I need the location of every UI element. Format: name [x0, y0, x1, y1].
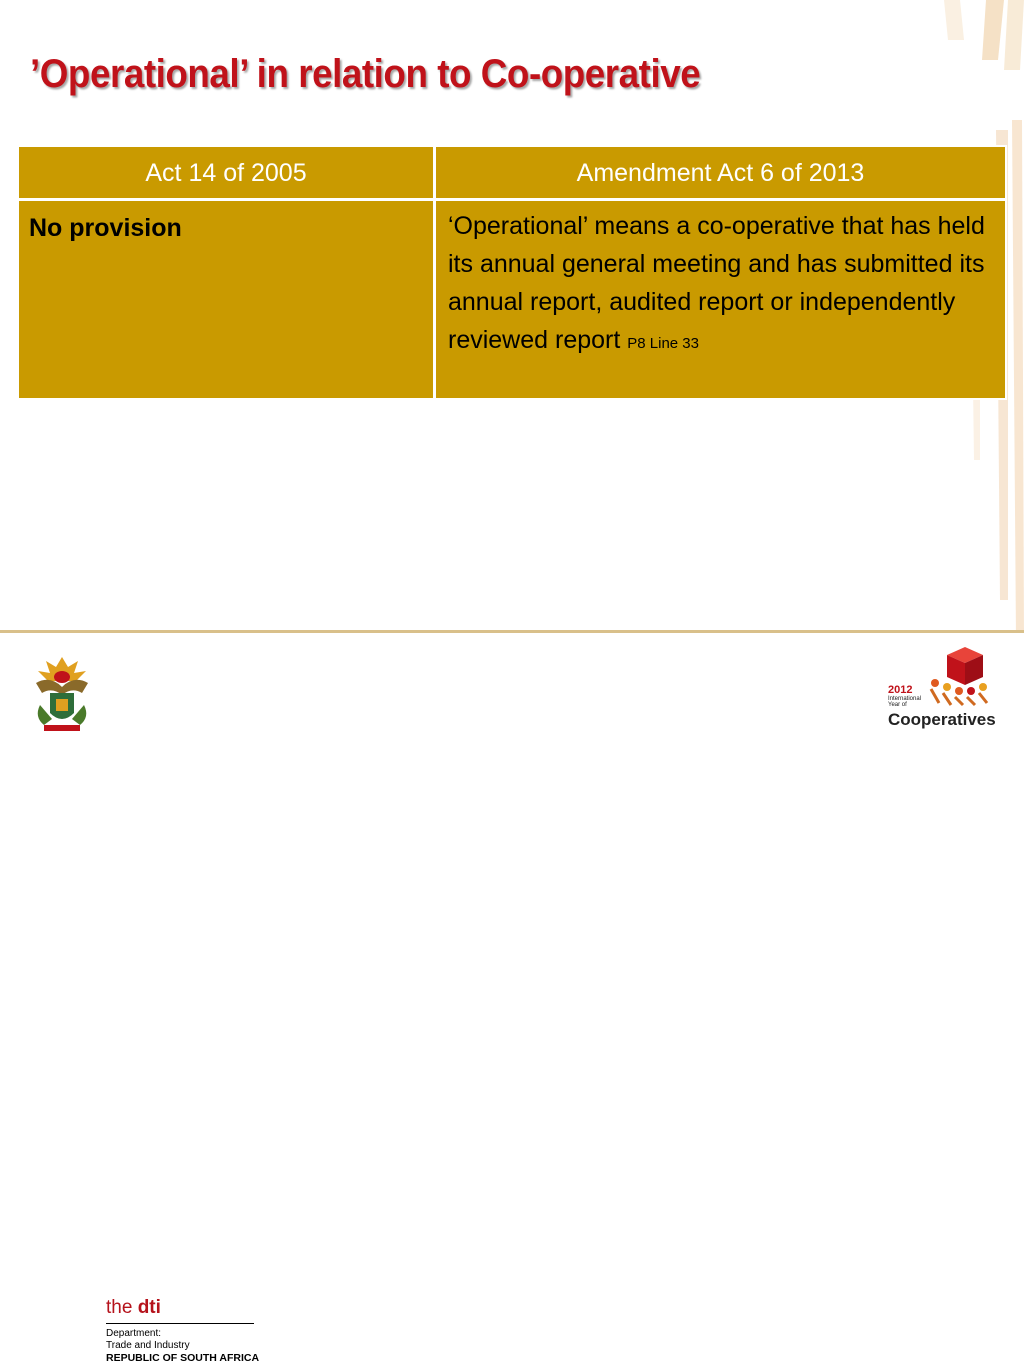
coop-year: 2012 — [888, 684, 913, 696]
page-title: ’Operational’ in relation to Co-operative — [30, 52, 701, 96]
cooperatives-logo-text — [888, 684, 996, 730]
dti-logo — [106, 1297, 259, 1365]
dti-underline — [106, 1323, 254, 1324]
coop-name: Cooperatives — [888, 710, 996, 729]
table-header-act-2005: Act 14 of 2005 — [19, 147, 433, 198]
no-provision-text: No provision — [29, 214, 182, 242]
table-cell-amendment-2013 — [436, 201, 1005, 398]
dept-line-3: REPUBLIC OF SOUTH AFRICA — [106, 1352, 260, 1364]
dept-line-1: Department: — [106, 1328, 162, 1339]
page-line-reference: P8 Line 33 — [627, 335, 699, 352]
table-header-amendment-2013: Amendment Act 6 of 2013 — [436, 147, 1005, 198]
dept-line-2: Trade and Industry — [106, 1340, 190, 1351]
table-cell-act-2005 — [19, 201, 433, 398]
coat-of-arms-logo — [30, 653, 94, 735]
comparison-table — [17, 145, 1007, 400]
dti-the-text: the — [106, 1297, 133, 1318]
coop-intl-line-1: International — [888, 696, 922, 702]
footer — [0, 633, 1024, 1364]
dti-name-text: dti — [137, 1297, 161, 1318]
coop-intl-line-2: Year of — [888, 702, 907, 708]
operational-definition-text: ‘Operational’ means a co-operative that has held its annual general meeting and has submitted its annual report, audited report or independently reviewed report — [448, 212, 985, 354]
